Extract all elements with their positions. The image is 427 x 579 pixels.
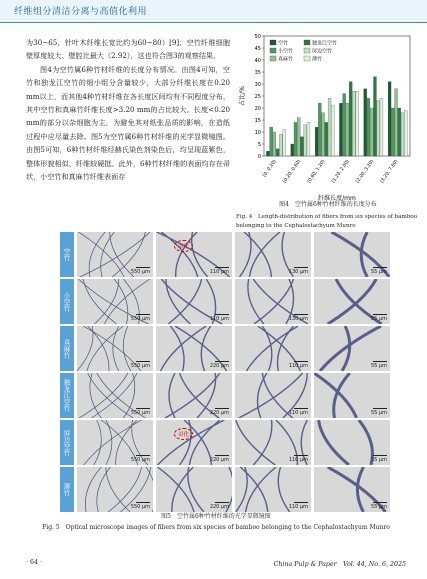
bar <box>343 94 346 156</box>
annotation-broom: 帚化 <box>174 240 193 252</box>
x-tick-label: [0.20, 0.60) <box>282 159 303 185</box>
micrograph-panel <box>314 373 390 418</box>
annotation-broom: 帚化 <box>174 428 193 440</box>
scale-label: 110 μm <box>288 504 308 510</box>
legend-label: 薄竹 <box>312 56 323 63</box>
scale-label: 550 μm <box>130 269 150 275</box>
micrograph-panel <box>235 467 311 512</box>
fig4-chart <box>238 30 416 205</box>
scale-bar <box>373 267 387 269</box>
bar <box>401 113 404 156</box>
scale-bar <box>215 361 229 363</box>
scale-bar <box>373 502 387 504</box>
x-tick-label: [1.20, 2.00) <box>331 159 351 185</box>
journal-info: China Pulp & Paper Vol. 44, No. 6, 2025 <box>273 561 406 568</box>
micrograph-panel <box>314 279 390 324</box>
scale-label: 130 μm <box>288 269 308 275</box>
x-tick-label: [0, 0.20) <box>262 159 278 179</box>
paragraph: 为30~65，针叶木纤维长宽比约为60~80）[9]；空竹纤维细胞壁厚度较大、壁腔比最大（2.92），这也符合图3的观察结果。 <box>26 38 230 61</box>
fig4-caption <box>236 200 420 231</box>
micrograph-panel <box>77 373 153 418</box>
y-tick-label: 35 <box>254 70 261 76</box>
micrograph-panel <box>235 326 311 371</box>
scale-label: 110 μm <box>209 316 229 322</box>
scale-label: 550 μm <box>130 457 150 463</box>
scale-bar <box>294 408 308 410</box>
legend-label: 真麻竹 <box>278 56 294 63</box>
micrograph-panel <box>156 232 232 277</box>
bar <box>328 98 331 156</box>
scale-bar <box>136 408 150 410</box>
scale-label: 55 μm <box>370 504 387 510</box>
bar <box>318 103 321 156</box>
scale-label: 220 μm <box>209 363 229 369</box>
y-tick-label: 25 <box>254 94 261 100</box>
micrograph-panel <box>235 279 311 324</box>
body-text <box>26 36 230 183</box>
scale-label: 220 μm <box>209 410 229 416</box>
scale-bar <box>373 361 387 363</box>
micrograph-panel <box>314 420 390 465</box>
row-label: 空竹 <box>60 232 74 277</box>
scale-label: 110 μm <box>209 269 229 275</box>
bar <box>352 91 355 156</box>
scale-label: 550 μm <box>130 363 150 369</box>
bar <box>322 113 325 156</box>
scale-bar <box>294 455 308 457</box>
micrograph-panel <box>314 232 390 277</box>
micrograph-panel <box>77 326 153 371</box>
row-label: 屏边空竹 <box>60 420 74 465</box>
scale-bar <box>136 361 150 363</box>
y-tick-label: 30 <box>254 82 261 88</box>
bar <box>374 77 377 156</box>
bar <box>283 130 286 156</box>
legend-label: 屏边空竹 <box>312 48 333 55</box>
micrograph-panel <box>235 373 311 418</box>
bar <box>270 127 273 156</box>
x-tick-label: [3.20, 7.60) <box>379 159 400 185</box>
scale-label: 550 μm <box>130 504 150 510</box>
bar <box>367 98 370 156</box>
fig4-caption-en: Fig. 4 Length-distribution of fibers from six species of bamboo belonging to the Cephalostachyum Munro <box>236 214 418 229</box>
scale-label: 55 μm <box>370 410 387 416</box>
scale-label: 55 μm <box>370 269 387 275</box>
legend-swatch <box>270 40 276 45</box>
scale-label: 55 μm <box>370 363 387 369</box>
micrograph-panel <box>314 467 390 512</box>
fig4-caption-cn: 图4 空竹属6种竹材纤维的长度分布 <box>279 201 377 208</box>
scale-bar <box>294 267 308 269</box>
bar <box>398 108 401 156</box>
y-tick-label: 40 <box>254 58 261 64</box>
micrograph-panel <box>235 420 311 465</box>
bar <box>388 82 391 156</box>
bar <box>304 125 307 156</box>
legend-swatch <box>270 48 276 53</box>
legend-label: 独龙江空竹 <box>312 40 338 47</box>
y-tick-label: 50 <box>254 34 261 40</box>
bar <box>291 144 294 156</box>
bar <box>294 122 297 156</box>
bar <box>391 108 394 156</box>
y-tick-label: 15 <box>254 118 261 124</box>
bar <box>301 137 304 156</box>
bar <box>349 82 352 156</box>
micrograph-panel <box>156 326 232 371</box>
row-label: 真麻竹 <box>60 326 74 371</box>
legend-label: 小空竹 <box>278 48 294 55</box>
bar <box>380 98 383 156</box>
scale-bar <box>136 455 150 457</box>
scale-bar <box>215 314 229 316</box>
row-label: 薄竹 <box>60 467 74 512</box>
scale-bar <box>373 314 387 316</box>
scale-bar <box>215 455 229 457</box>
scale-bar <box>136 502 150 504</box>
fig5-caption <box>26 511 406 533</box>
scale-label: 550 μm <box>130 316 150 322</box>
bar <box>276 149 279 156</box>
bar <box>377 101 380 156</box>
scale-bar <box>294 502 308 504</box>
micrograph-panel <box>156 373 232 418</box>
scale-bar <box>294 361 308 363</box>
scale-label: 550 μm <box>130 410 150 416</box>
scale-bar <box>373 408 387 410</box>
micrograph-panel <box>156 279 232 324</box>
legend-swatch <box>304 40 310 45</box>
scale-bar <box>136 314 150 316</box>
row-label: 小空竹 <box>60 279 74 324</box>
fig5-caption-cn: 图5 空竹属6种竹材纤维的光学显微镜图 <box>161 513 271 520</box>
y-tick-label: 45 <box>254 46 261 52</box>
scale-label: 110 μm <box>288 410 308 416</box>
scale-label: 55 μm <box>370 316 387 322</box>
scale-label: 220 μm <box>209 504 229 510</box>
bar <box>404 110 407 156</box>
fig5-caption-en: Fig. 5 Optical microscope images of fibers from six species of bamboo belonging to the Cephalostachyum Munro <box>42 524 390 531</box>
y-tick-label: 10 <box>254 130 261 136</box>
bar <box>395 89 398 156</box>
scale-bar <box>215 502 229 504</box>
micrograph-panel <box>314 326 390 371</box>
header-title: 纤维组分清洁分离与高值化利用 <box>14 7 148 17</box>
scale-bar <box>215 408 229 410</box>
x-tick-label: [2.00, 3.20) <box>355 159 376 185</box>
y-tick-label: 20 <box>254 106 261 112</box>
running-header <box>0 0 427 23</box>
legend-swatch <box>304 48 310 53</box>
bar <box>315 127 318 156</box>
bar <box>297 118 300 156</box>
y-tick-label: 5 <box>257 142 261 148</box>
paragraph: 图4为空竹属6种竹材纤维的长度分布情况。由图4可知，空竹和独龙江空竹的细小组分含量较少，大部分纤维长度在0.20 mm以上，而其他4种竹材纤维在各长度区间均有不同程度分布，其中空竹和真麻竹纤维长度>3.20 mm的占比较大。长度<0.20 mm的部分以杂细胞为主，为避免其对纸张品质的影响，在造纸过程中应尽量去除。图5为空竹属6种竹材纤维的光学显微镜图。由图5可知，6种竹材纤维经赫氏染色剂染色后，均呈现蓝紫色，整体形貌相似，纤维较硬挺。此外，6种竹材纤维的表面均存在帚状，小空竹和真麻竹纤维表面存 <box>26 64 230 182</box>
scale-label: 110 μm <box>288 457 308 463</box>
bar <box>356 91 359 156</box>
bar <box>346 103 349 156</box>
legend-swatch <box>270 56 276 61</box>
micrograph-panel <box>235 232 311 277</box>
bar <box>339 103 342 156</box>
scale-bar <box>373 455 387 457</box>
x-axis-label: 纤维长度/mm <box>318 195 356 202</box>
bar <box>370 108 373 156</box>
scale-bar <box>215 267 229 269</box>
legend-label: 空竹 <box>278 40 289 47</box>
micrograph-panel <box>156 420 232 465</box>
bar <box>307 122 310 156</box>
legend-swatch <box>304 56 310 61</box>
y-axis-label: 占比/% <box>239 86 246 106</box>
bar <box>325 122 328 156</box>
bar <box>331 106 334 156</box>
y-tick-label: 0 <box>257 154 261 160</box>
scale-label: 220 μm <box>209 457 229 463</box>
bar <box>279 134 282 156</box>
scale-bar <box>136 267 150 269</box>
micrograph-panel <box>77 232 153 277</box>
row-label: 独龙江空竹 <box>60 373 74 418</box>
scale-label: 55 μm <box>370 457 387 463</box>
micrograph-panel <box>77 279 153 324</box>
scale-label: 110 μm <box>288 363 308 369</box>
micrograph-panel <box>156 467 232 512</box>
page-number: · 64 · <box>26 559 43 566</box>
micrograph-panel <box>77 467 153 512</box>
bar <box>266 151 269 156</box>
scale-label: 130 μm <box>288 316 308 322</box>
bar <box>364 89 367 156</box>
scale-bar <box>294 314 308 316</box>
micrograph-panel <box>77 420 153 465</box>
bar <box>273 132 276 156</box>
x-tick-label: [0.60, 1.20) <box>306 159 327 185</box>
